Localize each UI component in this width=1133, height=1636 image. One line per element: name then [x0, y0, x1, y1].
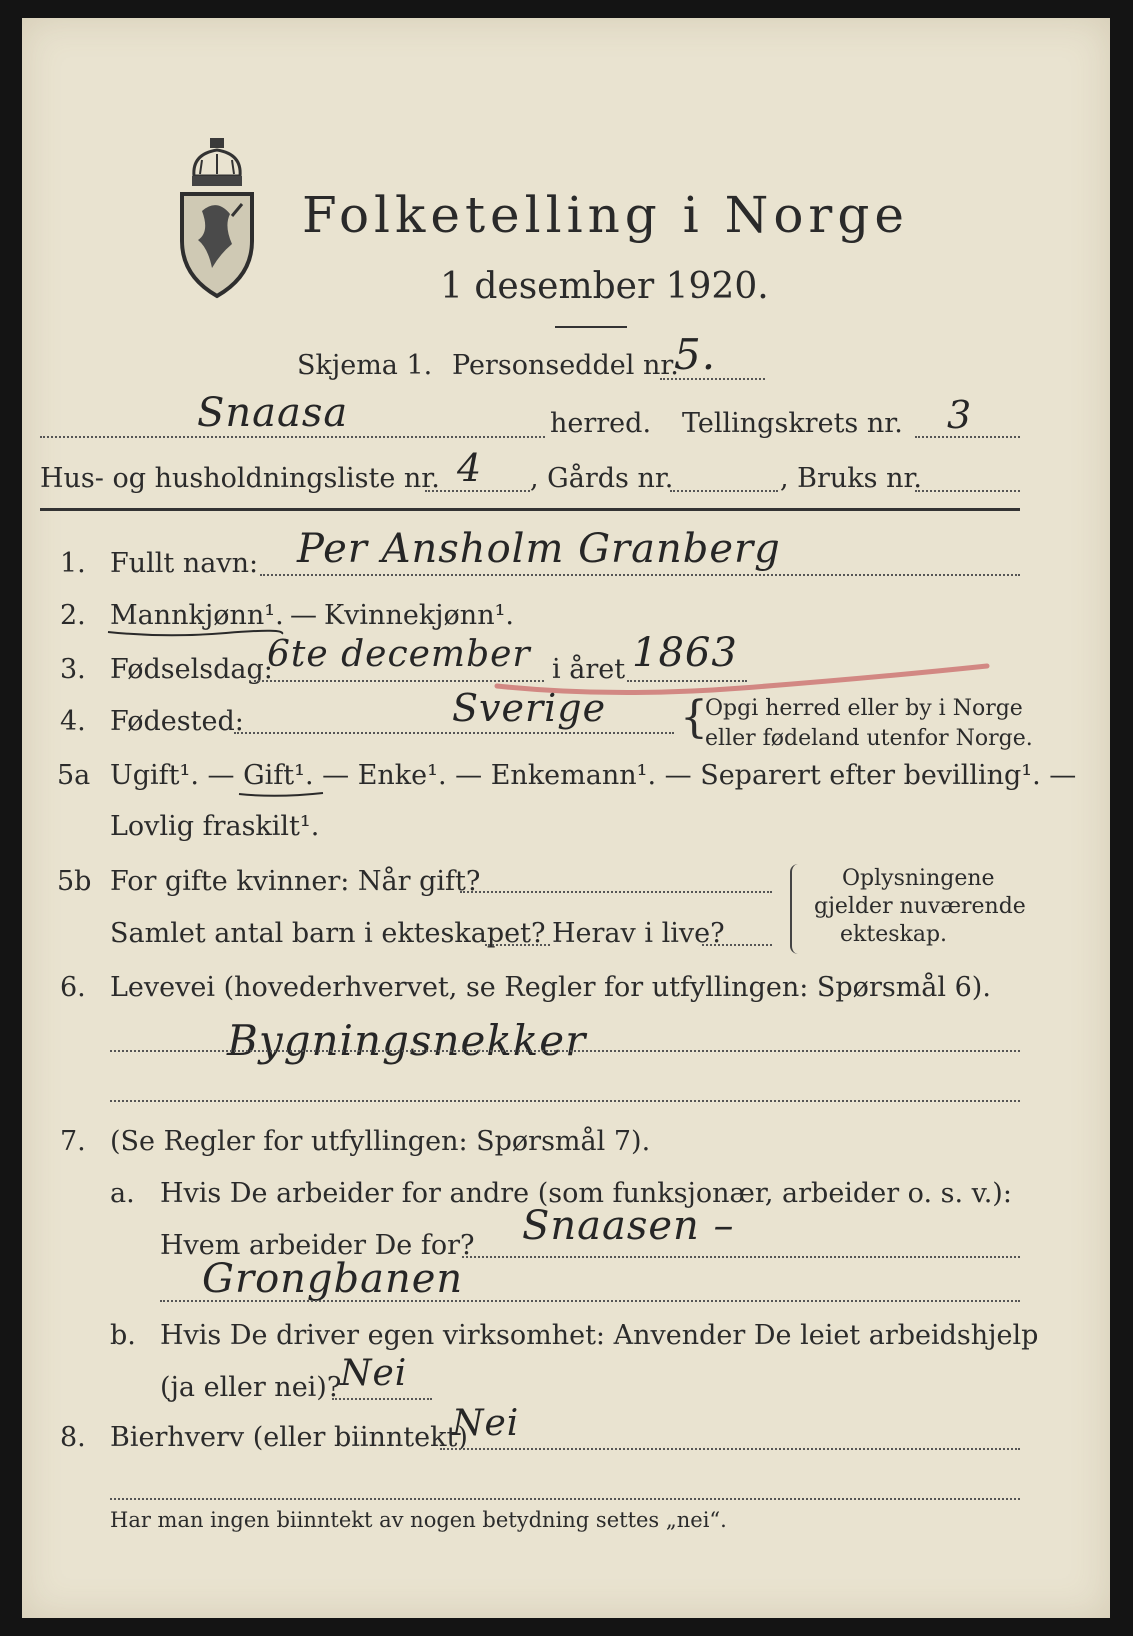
q2-separator: —: [290, 600, 317, 631]
q5b-alive-line: [702, 944, 772, 946]
hus-line: [425, 490, 530, 492]
q7a-line: [462, 1256, 1020, 1258]
census-date: 1 desember 1920.: [440, 266, 769, 307]
hus-label: Hus- og husholdningsliste nr.: [40, 463, 440, 494]
q6-line2: [110, 1100, 1020, 1102]
q7-number: 7.: [60, 1126, 86, 1157]
q4-number: 4.: [60, 706, 86, 737]
side-income-value: Nei: [452, 1403, 520, 1444]
herred-label: herred.: [550, 408, 652, 439]
q8-label: Bierhverv (eller biinntekt): [110, 1422, 468, 1453]
employer-value-line1: Snaasen –: [522, 1203, 735, 1249]
q7b-line1: Hvis De driver egen virksomhet: Anvender De leiet arbeidshjelp: [160, 1320, 1039, 1351]
q5a-line1: Ugift¹. — Gift¹. — Enke¹. — Enkemann¹. — Separert efter bevilling¹. —: [110, 760, 1077, 791]
gards-label: , Gårds nr.: [530, 463, 674, 494]
q5b-children-line: [485, 944, 550, 946]
q7a-line1: Hvis De arbeider for andre (som funksjonær, arbeider o. s. v.):: [160, 1178, 1012, 1209]
full-name-value: Per Ansholm Granberg: [297, 526, 781, 572]
q8-line-extra: [110, 1498, 1020, 1500]
q5b-label3: Herav i live?: [552, 918, 725, 949]
hus-value: 4: [457, 446, 483, 490]
q4-line: [234, 732, 674, 734]
q3-year-label: i året: [552, 654, 626, 685]
q7b-letter: b.: [110, 1320, 136, 1351]
q6-line1: [110, 1050, 1020, 1052]
occupation-value: Bygningsnekker: [227, 1016, 587, 1065]
bruks-label: , Bruks nr.: [780, 463, 923, 494]
q5b-note2: gjelder nuværende: [814, 894, 1026, 919]
q7b-line2: (ja eller nei)?: [160, 1372, 342, 1403]
q6-number: 6.: [60, 972, 86, 1003]
q4-note-line1: Opgi herred eller by i Norge: [705, 696, 1023, 721]
personseddel-label: Personseddel nr.: [452, 350, 679, 381]
tellingskrets-label: Tellingskrets nr.: [682, 408, 903, 439]
q5a-underline-mark: [237, 786, 327, 802]
employer-value-line2: Grongbanen: [202, 1256, 464, 1302]
bruks-line: [915, 490, 1020, 492]
q7a-line2: Hvem arbeider De for?: [160, 1230, 475, 1261]
gards-line: [670, 490, 778, 492]
q5b-note3: ekteskap.: [840, 922, 948, 947]
q7a-letter: a.: [110, 1178, 135, 1209]
tellingskrets-value: 3: [947, 393, 973, 437]
q4-label: Fødested:: [110, 706, 244, 737]
birth-year-value: 1863: [632, 630, 738, 676]
q7a-line-extra: [160, 1300, 1020, 1302]
birthplace-value: Sverige: [452, 686, 607, 730]
herred-value: Snaasa: [197, 390, 349, 436]
q1-number: 1.: [60, 548, 86, 579]
q3-number: 3.: [60, 654, 86, 685]
q5a-line2: Lovlig fraskilt¹.: [110, 811, 320, 842]
q2-male: Mannkjønn¹.: [110, 600, 284, 631]
form-title: Folketelling i Norge: [302, 186, 909, 244]
q2-female: Kvinnekjønn¹.: [324, 600, 514, 631]
header-divider: [40, 508, 1020, 511]
q5b-label1: For gifte kvinner: Når gift?: [110, 866, 481, 897]
schema-label: Skjema 1.: [297, 350, 433, 381]
q2-number: 2.: [60, 600, 86, 631]
coat-of-arms-icon: [172, 136, 262, 301]
hired-help-value: Nei: [340, 1353, 408, 1394]
q6-label: Levevei (hovederhvervet, se Regler for utfyllingen: Spørsmål 6).: [110, 972, 991, 1003]
herred-line: [40, 436, 545, 438]
q5b-married-line: [460, 891, 772, 893]
footer-note: Har man ingen biinntekt av nogen betydning settes „nei“.: [110, 1508, 727, 1532]
q4-note-line2: eller fødeland utenfor Norge.: [705, 726, 1033, 751]
q5b-bracket: [790, 864, 800, 954]
q3-label: Fødselsdag:: [110, 654, 273, 685]
q1-label: Fullt navn:: [110, 548, 259, 579]
title-divider: [555, 326, 627, 328]
q5b-number: 5b: [57, 866, 92, 897]
q7-label: (Se Regler for utfyllingen: Spørsmål 7).: [110, 1126, 651, 1157]
q1-line: [260, 574, 1020, 576]
q5b-label2: Samlet antal barn i ekteskapet?: [110, 918, 546, 949]
q5a-number: 5a: [57, 760, 91, 791]
q2-underline-mark: [106, 624, 286, 640]
personseddel-value: 5.: [674, 330, 717, 379]
q4-brace-icon: {: [680, 692, 708, 743]
q7b-line: [332, 1398, 432, 1400]
census-form: [22, 18, 1110, 1618]
q5b-note1: Oplysningene: [842, 866, 995, 891]
q8-number: 8.: [60, 1422, 86, 1453]
q8-line: [440, 1448, 1020, 1450]
birth-day-value: 6te december: [267, 634, 531, 675]
